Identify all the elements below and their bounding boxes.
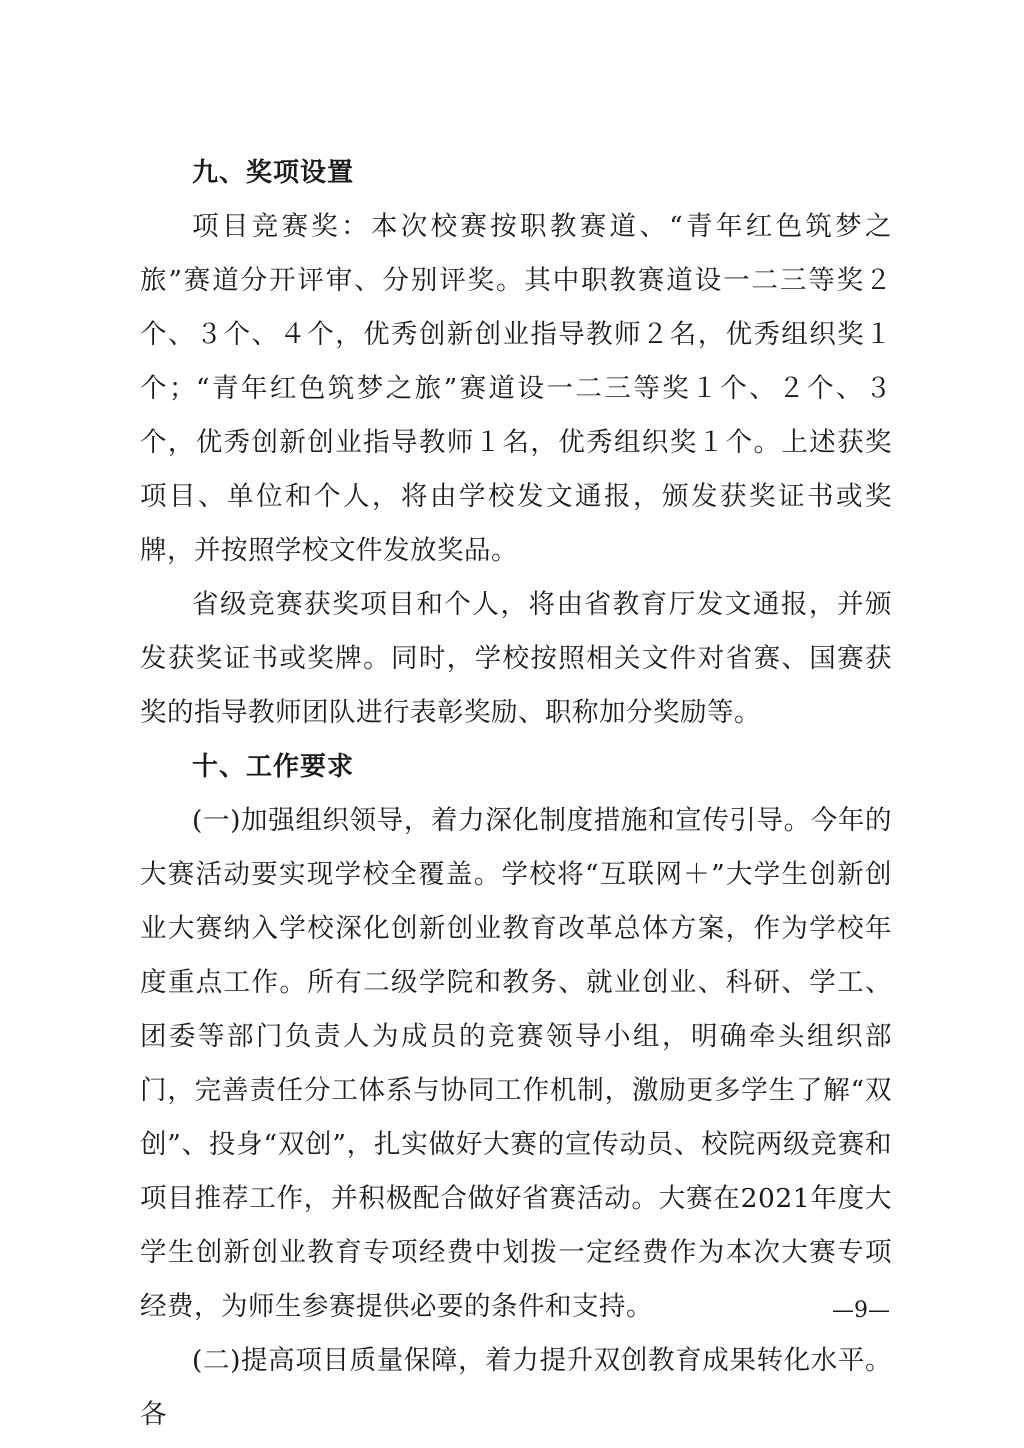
section-heading-work-requirements: 十、工作要求 [192, 752, 355, 782]
paragraph-provincial-awards: 省级竞赛获奖项目和个人，将由省教育厅发文通报，并颁发获奖证书或奖牌。同时，学校按照相关文件对省赛、国赛获奖的指导教师团队进行表彰奖励、职称加分奖励等。 [140, 589, 892, 728]
section-heading-awards: 九、奖项设置 [192, 158, 355, 188]
paragraph-project-quality: (二)提高项目质量保障，着力提升双创教育成果转化水平。各 [140, 1345, 892, 1430]
page-number: —9— [832, 1298, 890, 1323]
paragraph-competition-awards: 项目竞赛奖：本次校赛按职教赛道、“青年红色筑梦之旅”赛道分开评审、分别评奖。其中职教赛道设一二三等奖２个、３个、４个，优秀创新创业指导教师２名，优秀组织奖１个；“青年红色筑梦之旅”赛道设一二三等奖１个、２个、３个，优秀创新创业指导教师１名，优秀组织奖１个。上述获奖项目、单位和个人，将由学校发文通报，颁发获奖证书或奖牌，并按照学校文件发放奖品。 [140, 211, 892, 566]
paragraph-organization-leadership: (一)加强组织领导，着力深化制度措施和宣传引导。今年的大赛活动要实现学校全覆盖。学校将“互联网＋”大学生创新创业大赛纳入学校深化创新创业教育改革总体方案，作为学校年度重点工作。所有二级学院和教务、就业创业、科研、学工、团委等部门负责人为成员的竞赛领导小组，明确牵头组织部门，完善责任分工体系与协同工作机制，激励更多学生了解“双创”、投身“双创”，扎实做好大赛的宣传动员、校院两级竞赛和项目推荐工作，并积极配合做好省赛活动。大赛在2021年度大学生创新创业教育专项经费中划拨一定经费作为本次大赛专项经费，为师生参赛提供必要的条件和支持。 [140, 805, 892, 1322]
page-content [140, 146, 892, 1442]
